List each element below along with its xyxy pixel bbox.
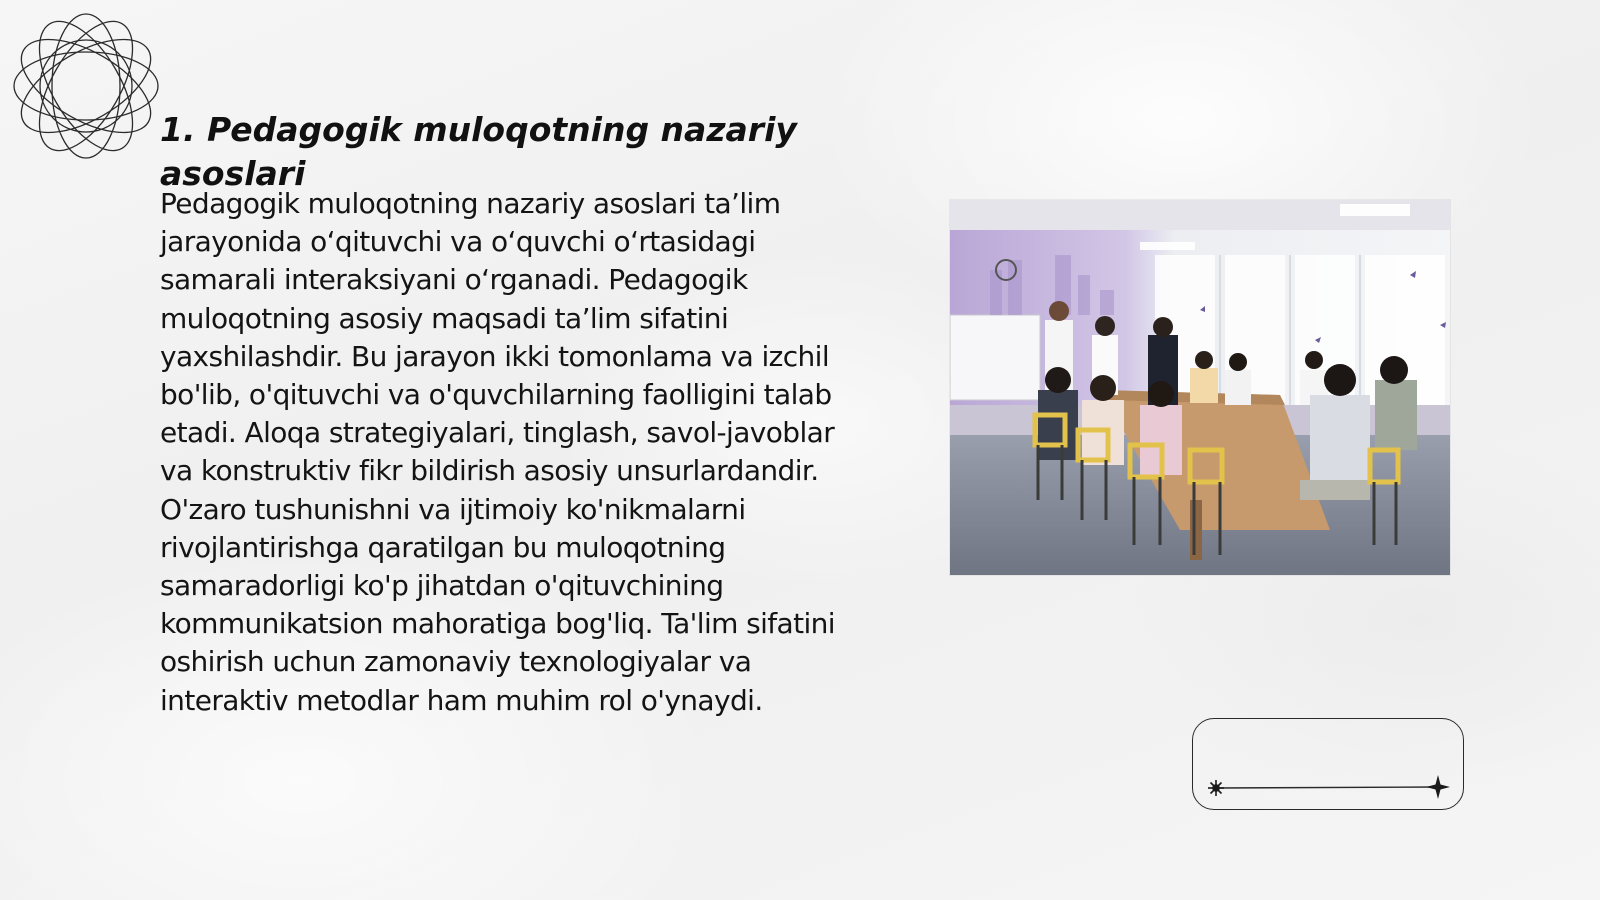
- slide-body-text: Pedagogik muloqotning nazariy asoslari ta’lim jarayonida o‘qituvchi va o‘quvchi o‘rtasidagi samarali interaksiyani o‘rganadi. Pedagogik muloqotning asosiy maqsadi ta’lim sifatini yaxshilashdir. Bu jarayon ikki tomonlama va izchil bo'lib, o'qituvchi va o'quvchilarning faolligini talab etadi. Aloqa strategiyalari, tinglash, savol-javoblar va konstruktiv fikr bildirish asosiy unsurlardandir. O'zaro tushunishni va ijtimoiy ko'nikmalarni rivojlantirishga qaratilgan bu muloqotning samaradorligi ko'p jihatdan o'qituvchining kommunikatsion mahoratiga bog'liq. Ta'lim sifatini oshirish uchun zamonaviy texnologiyalar va interaktiv metodlar ham muhim rol o'ynaydi.: [160, 187, 835, 717]
- interlaced-circles-ornament-icon: [8, 8, 164, 164]
- sparkle-icon: [1208, 780, 1224, 796]
- slide-title: 1. Pedagogik muloqotning nazariy asoslari: [160, 110, 797, 193]
- decorative-line: [1192, 718, 1464, 810]
- four-point-star-icon: [1426, 775, 1450, 799]
- classroom-photo: [950, 200, 1450, 575]
